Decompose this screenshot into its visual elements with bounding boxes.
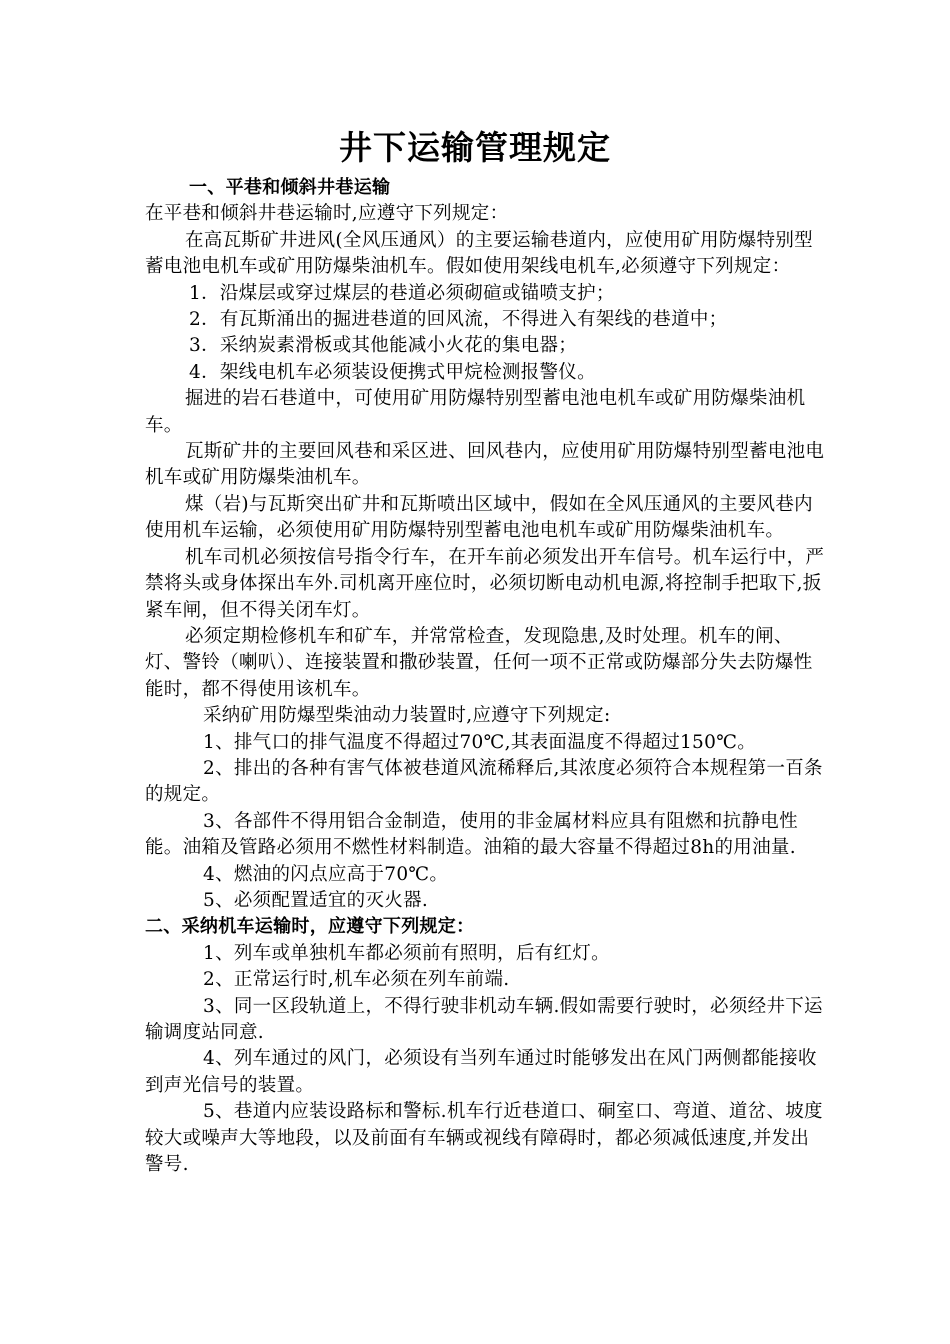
paragraph: 4、列车通过的风门，必须设有当列车通过时能够发出在风门两侧都能接收到声光信号的装置。 [145,1048,817,1096]
paragraph: 2、排出的各种有害气体被巷道风流稀释后,其浓度必须符合本规程第一百条的规定。 [145,757,823,806]
paragraph: 在平巷和倾斜井巷运输时,应遵守下列规定： [145,203,509,225]
paragraph: 4．架线电机车必须装设便携式甲烷检测报警仪。 [189,361,596,383]
paragraph: 5、巷道内应装设路标和警标.机车行近巷道口、硐室口、弯道、道岔、坡度较大或噪声大等地段，以及前面有车辆或视线有障碍时，都必须减低速度,并发出警号. [145,1101,823,1176]
paragraph: 3、各部件不得用铝合金制造，使用的非金属材料应具有阻燃和抗静电性能。油箱及管路必须用不燃性材料制造。油箱的最大容量不得超过8h的用油量. [145,810,798,859]
paragraph: 瓦斯矿井的主要回风巷和采区进、回风巷内，应使用矿用防爆特别型蓄电池电机车或矿用防爆柴油机车。 [145,441,825,489]
document-body [145,175,825,1178]
paragraph: 在高瓦斯矿井进风(全风压通风）的主要运输巷道内，应使用矿用防爆特别型蓄电池电机车或矿用防爆柴油机车。假如使用架线电机车,必须遵守下列规定： [145,229,813,278]
paragraph: 必须定期检修机车和矿车，并常常检查，发现隐患,及时处理。机车的闸、灯、警铃（喇叭）、连接装置和撒砂装置，任何一项不正常或防爆部分失去防爆性能时，都不得使用该机车。 [145,625,813,700]
paragraph: 4、燃油的闪点应高于70℃。 [203,863,449,885]
paragraph: 机车司机必须按信号指令行车，在开车前必须发出开车信号。机车运行中，严禁将头或身体探出车外.司机离开座位时，必须切断电动机电源,将控制手把取下,扳紧车闸，但不得关闭车灯。 [145,546,825,621]
paragraph: 采纳矿用防爆型柴油动力装置时,应遵守下列规定: [203,705,611,727]
section-heading: 二、采纳机车运输时，应遵守下列规定： [145,916,475,938]
paragraph: 5、必须配置适宜的灭火器. [203,889,429,911]
paragraph: 1、列车或单独机车都必须前有照明，后有红灯。 [203,942,610,964]
paragraph: 2、正常运行时,机车必须在列车前端. [203,969,510,991]
paragraph: 3．采纳炭素滑板或其他能减小火花的集电器； [189,335,578,357]
section-heading: 一、平巷和倾斜井巷运输 [189,177,391,198]
paragraph: 1、排气口的排气温度不得超过70℃,其表面温度不得超过150℃。 [203,731,756,753]
paragraph: 2．有瓦斯涌出的掘进巷道的回风流，不得进入有架线的巷道中； [189,309,728,331]
paragraph: 掘进的岩石巷道中，可使用矿用防爆特别型蓄电池电机车或矿用防爆柴油机车。 [145,388,806,436]
paragraph: 煤（岩)与瓦斯突出矿井和瓦斯喷出区域中，假如在全风压通风的主要风巷内使用机车运输，必须使用矿用防爆特别型蓄电池电机车或矿用防爆柴油机车。 [145,493,813,542]
paragraph: 1．沿煤层或穿过煤层的巷道必须砌碹或锚喷支护； [189,282,615,304]
document-title: 井下运输管理规定 [339,128,611,167]
paragraph: 3、同一区段轨道上，不得行驶非机动车辆.假如需要行驶时，必须经井下运输调度站同意. [145,995,823,1043]
